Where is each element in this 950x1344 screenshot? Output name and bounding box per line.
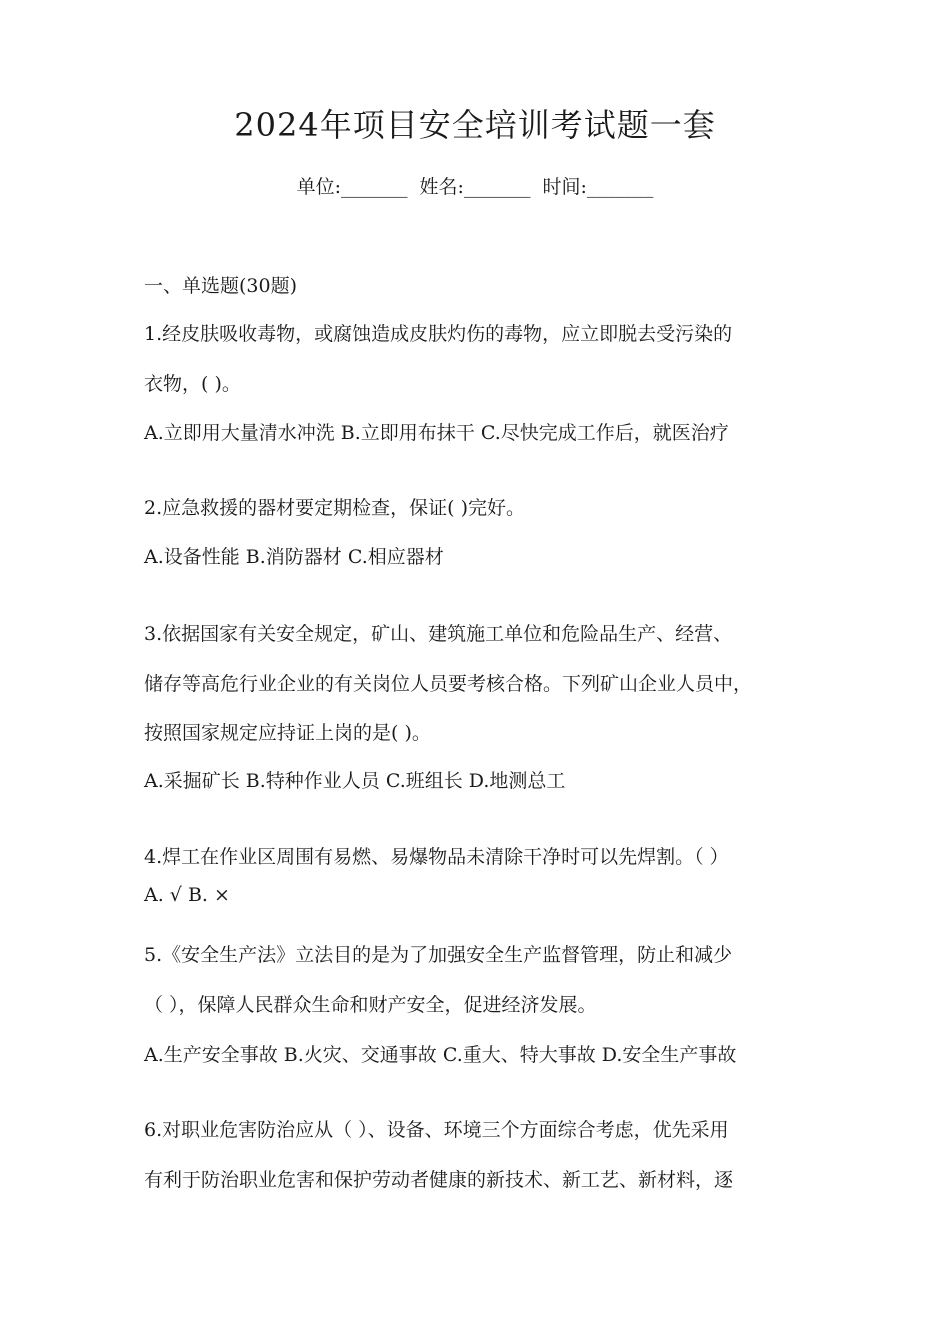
unit-field: 单位:_______ xyxy=(296,176,408,198)
time-field: 时间:_______ xyxy=(542,176,654,198)
question-2-options: A.设备性能 B.消防器材 C.相应器材 xyxy=(144,546,444,568)
question-3-line-2: 储存等高危行业企业的有关岗位人员要考核合格。下列矿山企业人员中， xyxy=(144,673,753,695)
question-5-options: A.生产安全事故 B.火灾、交通事故 C.重大、特大事故 D.安全生产事故 xyxy=(144,1044,737,1066)
exam-info-line xyxy=(0,172,950,199)
question-6-line-2: 有利于防治职业危害和保护劳动者健康的新技术、新工艺、新材料，逐 xyxy=(144,1169,734,1191)
question-5-line-1: 5.《安全生产法》立法目的是为了加强安全生产监督管理，防止和减少 xyxy=(144,944,733,966)
name-field: 姓名:_______ xyxy=(419,176,531,198)
question-3-line-3: 按照国家规定应持证上岗的是( )。 xyxy=(144,722,431,744)
question-4-options: A. √ B. × xyxy=(144,884,230,906)
question-4-line-1: 4.焊工在作业区周围有易燃、易爆物品未清除干净时可以先焊割。（ ） xyxy=(144,846,729,868)
question-5-line-2: （ ），保障人民群众生命和财产安全，促进经济发展。 xyxy=(144,994,597,1016)
page-title: 2024年项目安全培训考试题一套 xyxy=(234,106,716,144)
section-heading: 一、单选题(30题) xyxy=(144,275,298,297)
question-1-line-1: 1.经皮肤吸收毒物，或腐蚀造成皮肤灼伤的毒物，应立即脱去受污染的 xyxy=(144,323,733,345)
question-1-options: A.立即用大量清水冲洗 B.立即用布抹干 C.尽快完成工作后，就医治疗 xyxy=(144,422,729,444)
question-2-line-1: 2.应急救援的器材要定期检查，保证( )完好。 xyxy=(144,497,525,519)
question-6-line-1: 6.对职业危害防治应从（ ）、设备、环境三个方面综合考虑，优先采用 xyxy=(144,1119,729,1141)
question-3-options: A.采掘矿长 B.特种作业人员 C.班组长 D.地测总工 xyxy=(144,770,566,792)
question-3-line-1: 3.依据国家有关安全规定，矿山、建筑施工单位和危险品生产、经营、 xyxy=(144,623,733,645)
question-1-line-2: 衣物，( )。 xyxy=(144,373,241,395)
